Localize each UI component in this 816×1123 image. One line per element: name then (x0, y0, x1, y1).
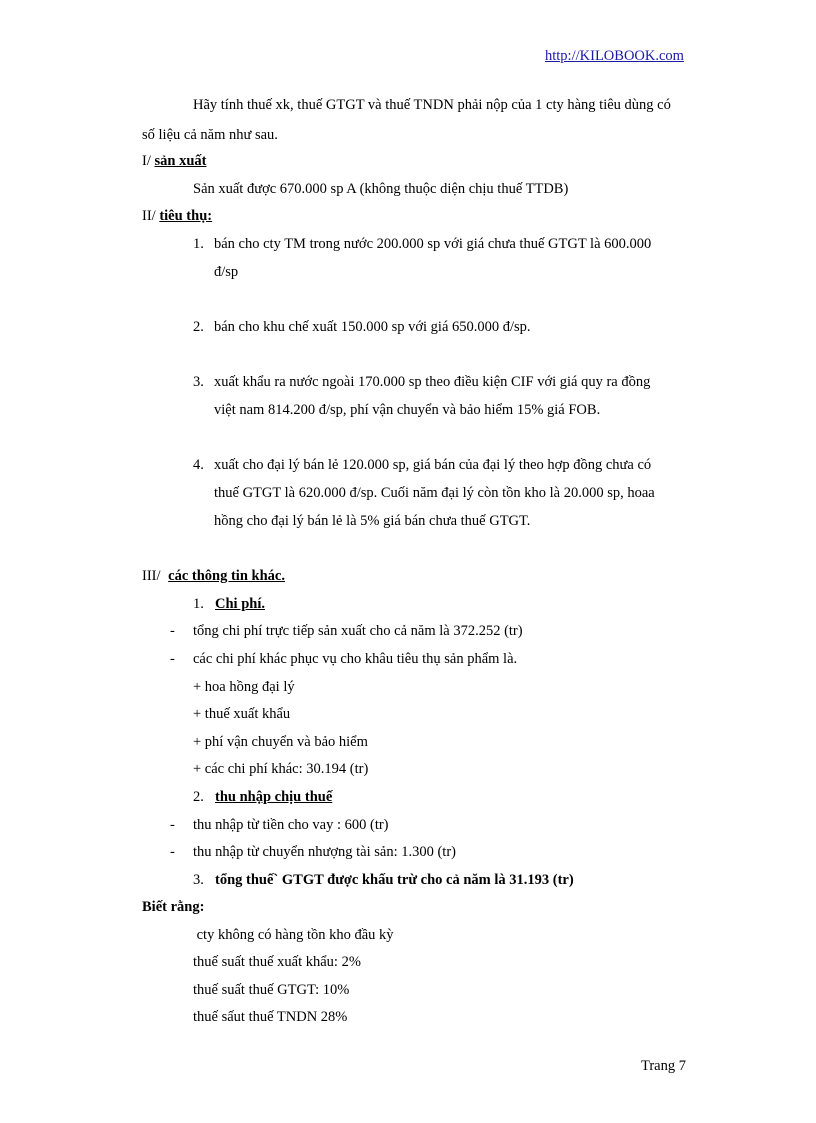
dash-bullet: - (170, 623, 175, 639)
sub-2-dash-1: thu nhập từ tiền cho vay : 600 (tr) (193, 817, 389, 833)
list-item-line: bán cho cty TM trong nước 200.000 sp với giá chưa thuế GTGT là 600.000 (214, 236, 652, 252)
intro-line-2: số liệu cả năm như sau. (142, 127, 278, 143)
list-item-number: 1. (193, 236, 204, 252)
dash-bullet: - (170, 844, 175, 860)
page-number: Trang 7 (641, 1058, 686, 1074)
dash-bullet: - (170, 651, 175, 667)
list-item-line: xuất cho đại lý bán lẻ 120.000 sp, giá bán của đại lý theo hợp đồng chưa có (214, 457, 652, 473)
sub-2-title: thu nhập chịu thuế (215, 789, 333, 805)
section-1-heading (142, 152, 206, 170)
sub-2-number: 2. (193, 789, 204, 805)
plus-item: + các chi phí khác: 30.194 (tr) (193, 761, 369, 777)
list-item-number: 2. (193, 319, 204, 335)
section-2-title: tiêu thụ: (159, 208, 213, 224)
list-item-line: thuế GTGT là 620.000 đ/sp. Cuối năm đại lý còn tồn kho là 20.000 sp, hoaa (214, 485, 655, 501)
list-item-line: bán cho khu chế xuất 150.000 sp với giá 650.000 đ/sp. (214, 319, 531, 335)
plus-item: + thuế xuất khẩu (193, 706, 291, 722)
sub-1-number: 1. (193, 596, 204, 612)
sub-1-title: Chi phí. (215, 596, 265, 612)
sub-2-dash-2: thu nhập từ chuyển nhượng tài sản: 1.300 (tr) (193, 844, 456, 860)
list-item-line: hồng cho đại lý bán lẻ là 5% giá bán chưa thuế GTGT. (214, 513, 531, 529)
section-1-title: sản xuất (154, 153, 207, 169)
list-item-number: 3. (193, 374, 204, 390)
sub-3-number: 3. (193, 872, 204, 888)
section-3-prefix: III/ (142, 568, 161, 584)
dash-bullet: - (170, 817, 175, 833)
list-item-line: việt nam 814.200 đ/sp, phí vận chuyển và bảo hiểm 15% giá FOB. (214, 402, 601, 418)
section-2-heading (142, 207, 212, 225)
plus-item: + phí vận chuyển và bảo hiểm (193, 734, 368, 750)
section-1-prefix: I/ (142, 153, 151, 169)
sub-3-title: tổng thuế` GTGT được khấu trừ cho cả năm là 31.193 (tr) (215, 872, 574, 888)
notes-line: thuế sấut thuế TNDN 28% (193, 1009, 348, 1025)
notes-line: thuế suất thuế xuất khẩu: 2% (193, 954, 361, 970)
section-2-prefix: II/ (142, 208, 156, 224)
sub-1-dash-1: tổng chi phí trực tiếp sản xuất cho cả năm là 372.252 (tr) (193, 623, 523, 639)
notes-line: cty không có hàng tồn kho đầu kỳ (193, 927, 394, 943)
section-1-text: Sản xuất được 670.000 sp A (không thuộc diện chịu thuế TTDB) (193, 181, 569, 197)
section-3-heading (142, 567, 285, 585)
plus-item: + hoa hồng đại lý (193, 679, 295, 695)
list-item-number: 4. (193, 457, 204, 473)
list-item-line: đ/sp (214, 264, 239, 280)
intro-line-1: Hãy tính thuế xk, thuế GTGT và thuế TNDN phải nộp của 1 cty hàng tiêu dùng có (193, 97, 671, 113)
notes-line: thuế suất thuế GTGT: 10% (193, 982, 350, 998)
header-link[interactable]: http://KILOBOOK.com (545, 48, 684, 64)
sub-1-dash-2: các chi phí khác phục vụ cho khâu tiêu thụ sản phẩm là. (193, 651, 518, 667)
section-3-title: các thông tin khác. (168, 568, 285, 584)
list-item-line: xuất khẩu ra nước ngoài 170.000 sp theo điều kiện CIF với giá quy ra đồng (214, 374, 651, 390)
notes-title: Biết rằng: (142, 899, 205, 915)
